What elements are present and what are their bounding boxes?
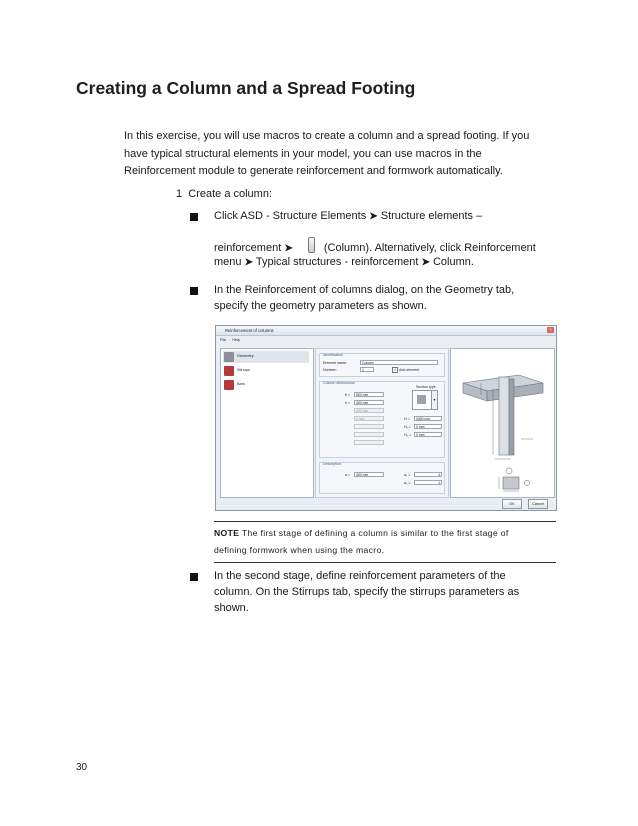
page-title: Creating a Column and a Spread Footing	[76, 78, 416, 98]
b-input[interactable]: 500 mm	[354, 392, 384, 397]
length-label: H =	[404, 417, 410, 421]
d1-label: d₁ =	[404, 473, 411, 477]
geometry-icon	[224, 352, 234, 362]
note-text-1: The first stage of defining a column is similar to the first stage of	[241, 528, 509, 538]
bullet-square-icon	[190, 573, 198, 581]
dialog-titlebar	[216, 326, 556, 336]
tab-geometry-label: Geometry	[237, 354, 254, 358]
bullet-1-text-e: menu	[214, 256, 242, 268]
d2-label: d₂ =	[404, 481, 411, 485]
note-box	[214, 525, 509, 559]
step-1	[176, 188, 272, 200]
intro-line-2: have typical structural elements in your model, you can use macros in the	[124, 147, 482, 160]
dimensions-label: Column dimensions	[323, 381, 355, 385]
column-diagram	[451, 349, 554, 497]
bullet-3-line-3: shown.	[214, 602, 249, 614]
bullet-1-text-f: Typical structures - reinforcement	[255, 256, 419, 268]
bullet-1-line-3	[214, 254, 474, 272]
chevron-down-icon[interactable]: ▾	[431, 390, 438, 410]
bullet-1-text-g: Column.	[432, 256, 474, 268]
dimensions-group	[319, 381, 445, 458]
stirrups-icon	[224, 366, 234, 376]
note-divider-bottom	[214, 562, 556, 563]
identification-group	[319, 353, 445, 377]
add-element-label: Add element	[399, 368, 420, 372]
bullet-3-line-2: column. On the Stirrups tab, specify the stirrups parameters as	[214, 586, 520, 598]
c2-input[interactable]: 0 mm	[414, 432, 442, 437]
description-group	[319, 462, 445, 494]
intro-paragraph	[124, 128, 564, 181]
d2-input[interactable]: 1	[414, 480, 442, 485]
bullet-2-line-2: specify the geometry parameters as shown.	[214, 300, 427, 312]
chevron-right-icon: ➤	[244, 257, 253, 268]
bullet-2-line-1: In the Reinforcement of columns dialog, on the Geometry tab,	[214, 284, 515, 296]
tab-bars-label: Bars	[237, 382, 245, 386]
c1-input[interactable]: 0 mm	[414, 424, 442, 429]
column-preview	[450, 348, 555, 498]
intro-line-3: Reinforcement module to generate reinforcement and formwork automatically.	[124, 165, 503, 177]
tab-geometry[interactable]	[223, 351, 309, 363]
column-icon	[308, 237, 315, 253]
bullet-square-icon	[190, 213, 198, 221]
dialog-form	[315, 348, 449, 498]
hb-input[interactable]: 0 mm	[354, 416, 384, 421]
disabled-input-7[interactable]	[354, 440, 384, 445]
rectangle-section-icon	[417, 395, 426, 404]
dialog-title: Reinforcement of columns	[225, 328, 274, 333]
close-icon[interactable]: ×	[547, 327, 554, 333]
reinforcement-dialog-screenshot	[215, 325, 557, 511]
bullet-1-text-d: (Column). Alternatively, click Reinforcement	[323, 242, 536, 254]
bullet-square-icon	[190, 287, 198, 295]
dialog-tab-list	[220, 348, 314, 498]
section-type-picker[interactable]	[412, 390, 432, 410]
identification-label: Identification	[323, 353, 344, 357]
chevron-right-icon: ➤	[284, 243, 293, 254]
element-name-label: Element name:	[323, 361, 348, 365]
disabled-input-6[interactable]	[354, 432, 384, 437]
c2-label: H₂ =	[404, 433, 412, 437]
number-label: Number:	[323, 368, 337, 372]
bullet-1-line-1	[214, 208, 482, 226]
d1-input[interactable]: 4	[414, 472, 442, 477]
h-label: h =	[345, 401, 351, 405]
b-label: b =	[345, 393, 351, 397]
add-element-checkbox[interactable]: ✓	[393, 367, 397, 372]
dialog-menu	[220, 338, 245, 342]
chevron-right-icon: ➤	[369, 211, 378, 222]
section-type-label: Section type	[416, 385, 436, 389]
ok-button[interactable]: OK	[502, 499, 522, 509]
h-input[interactable]: 400 mm	[354, 400, 384, 405]
bullet-3-line-1: In the second stage, define reinforcement parameters of the	[214, 570, 506, 582]
disabled-input-5[interactable]	[354, 424, 384, 429]
step-number: 1	[176, 188, 183, 200]
element-name-input[interactable]: Column	[360, 360, 438, 365]
note-label: NOTE	[214, 528, 240, 538]
tab-bars[interactable]	[223, 379, 309, 391]
tab-stirrups-label: Stirrups	[237, 368, 251, 372]
c1-label: H₁ =	[404, 425, 411, 429]
note-divider-top	[214, 521, 556, 522]
bullet-1-text-a: Click ASD - Structure Elements	[214, 210, 367, 222]
number-input[interactable]: 1	[360, 367, 374, 372]
menu-help[interactable]: Help	[232, 338, 240, 342]
length-input[interactable]: 3400 mm	[414, 416, 442, 421]
menu-file[interactable]: File	[220, 338, 227, 342]
bullet-1-text-b: Structure elements –	[380, 210, 483, 222]
bars-icon	[224, 380, 234, 390]
note-text-2: defining formwork when using the macro.	[214, 545, 385, 555]
note-line-1	[214, 525, 509, 542]
cancel-button[interactable]: Cancel	[528, 499, 548, 509]
description-label: Description	[323, 462, 341, 466]
a-input[interactable]: 400 mm	[354, 472, 384, 477]
chevron-right-icon: ➤	[421, 257, 430, 268]
page-number: 30	[76, 762, 88, 773]
intro-line-1: In this exercise, you will use macros to create a column and a spread footing. If you	[124, 130, 530, 142]
step-text: Create a column:	[188, 188, 273, 200]
r-input[interactable]: 400 mm	[354, 408, 384, 413]
tab-stirrups[interactable]	[223, 365, 309, 377]
bullet-1-text-c: reinforcement	[214, 242, 282, 254]
a-label: a =	[345, 473, 351, 477]
